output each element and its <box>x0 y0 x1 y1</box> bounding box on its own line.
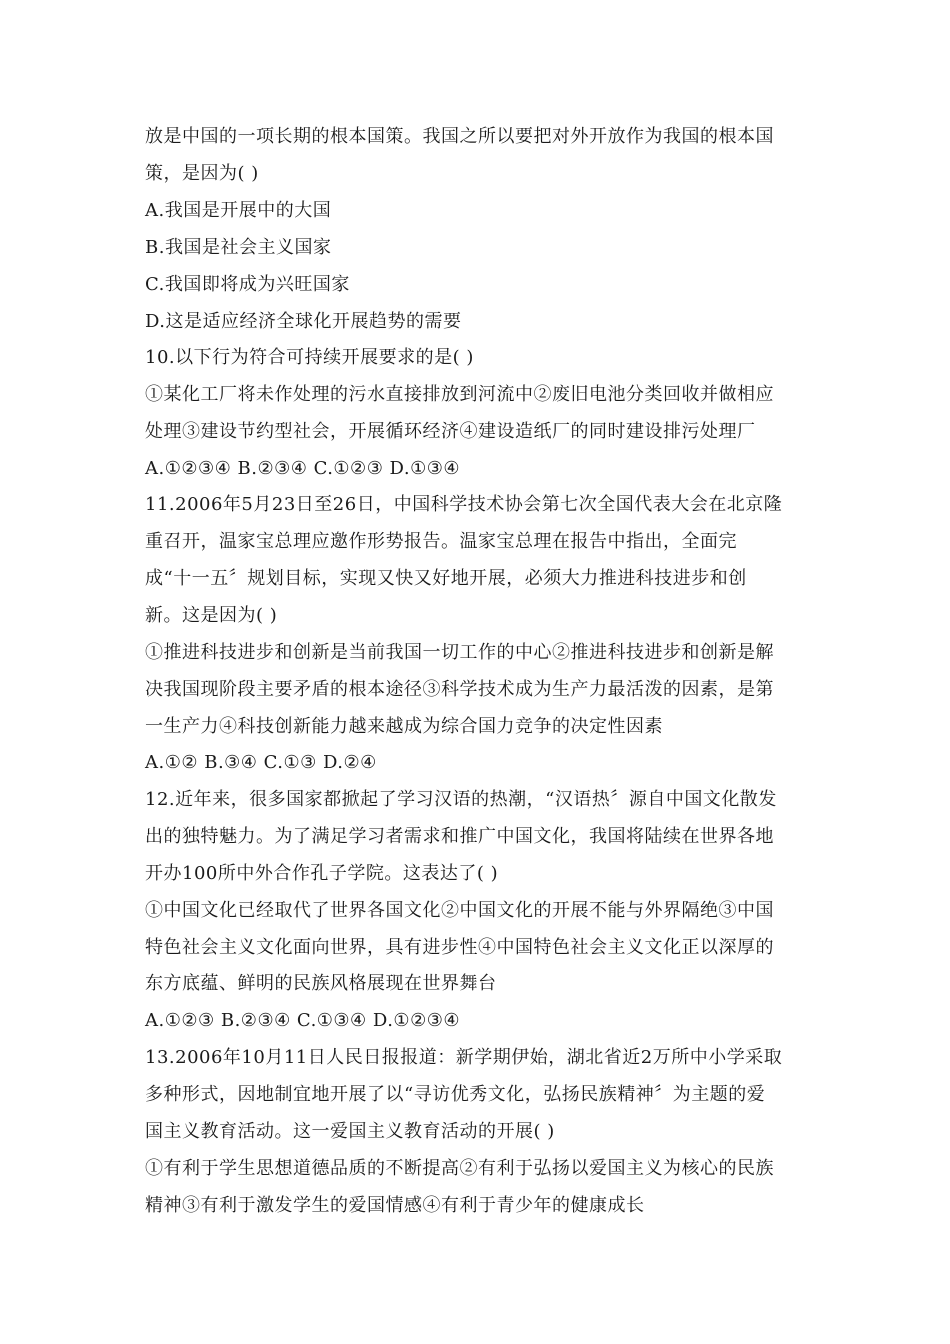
text-line: 放是中国的一项长期的根本国策。我国之所以要把对外开放作为我国的根本国 <box>145 126 774 147</box>
text-line: D.这是适应经济全球化开展趋势的需要 <box>145 311 462 332</box>
text-line: 精神③有利于激发学生的爱国情感④有利于青少年的健康成长 <box>145 1195 645 1216</box>
text-line: ①中国文化已经取代了世界各国文化②中国文化的开展不能与外界隔绝③中国 <box>145 900 774 921</box>
text-line: B.我国是社会主义国家 <box>145 237 332 258</box>
answer-options: A.①② B.③④ C.①③ D.②④ <box>145 752 377 773</box>
text-line: 重召开，温家宝总理应邀作形势报告。温家宝总理在报告中指出，全面完 <box>145 531 737 552</box>
text-line: 处理③建设节约型社会，开展循环经济④建设造纸厂的同时建设排污处理厂 <box>145 421 756 442</box>
text-line: 成“十一五〞规划目标，实现又快又好地开展，必须大力推进科技进步和创 <box>145 568 747 589</box>
question-title: 12.近年来，很多国家都掀起了学习汉语的热潮，“汉语热〞源自中国文化散发 <box>145 789 777 810</box>
text-line: C.我国即将成为兴旺国家 <box>145 274 350 295</box>
text-line: 出的独特魅力。为了满足学习者需求和推广中国文化，我国将陆续在世界各地 <box>145 826 774 847</box>
text-line: 特色社会主义文化面向世界，具有进步性④中国特色社会主义文化正以深厚的 <box>145 937 774 958</box>
answer-options: A.①②③④ B.②③④ C.①②③ D.①③④ <box>145 458 460 479</box>
question-title: 11.2006年5月23日至26日，中国科学技术协会第七次全国代表大会在北京隆 <box>145 494 783 515</box>
text-line: 决我国现阶段主要矛盾的根本途径③科学技术成为生产力最活泼的因素，是第 <box>145 679 774 700</box>
text-line: 多种形式，因地制宜地开展了以“寻访优秀文化，弘扬民族精神〞为主题的爱 <box>145 1084 766 1105</box>
question-title: 13.2006年10月11日人民日报报道：新学期伊始，湖北省近2万所中小学采取 <box>145 1047 783 1068</box>
text-line: ①某化工厂将未作处理的污水直接排放到河流中②废旧电池分类回收并做相应 <box>145 384 774 405</box>
text-line: 一生产力④科技创新能力越来越成为综合国力竞争的决定性因素 <box>145 716 663 737</box>
text-line: 开办100所中外合作孔子学院。这表达了( ) <box>145 863 499 884</box>
text-line: 国主义教育活动。这一爱国主义教育活动的开展( ) <box>145 1121 555 1142</box>
text-line: 策，是因为( ) <box>145 163 259 184</box>
text-line: ①推进科技进步和创新是当前我国一切工作的中心②推进科技进步和创新是解 <box>145 642 774 663</box>
question-title: 10.以下行为符合可持续开展要求的是( ) <box>145 347 474 368</box>
text-line: ①有利于学生思想道德品质的不断提高②有利于弘扬以爱国主义为核心的民族 <box>145 1158 774 1179</box>
text-line: 新。这是因为( ) <box>145 605 278 626</box>
text-line: 东方底蕴、鲜明的民族风格展现在世界舞台 <box>145 973 497 994</box>
answer-options: A.①②③ B.②③④ C.①③④ D.①②③④ <box>145 1010 460 1031</box>
text-line: A.我国是开展中的大国 <box>145 200 332 221</box>
